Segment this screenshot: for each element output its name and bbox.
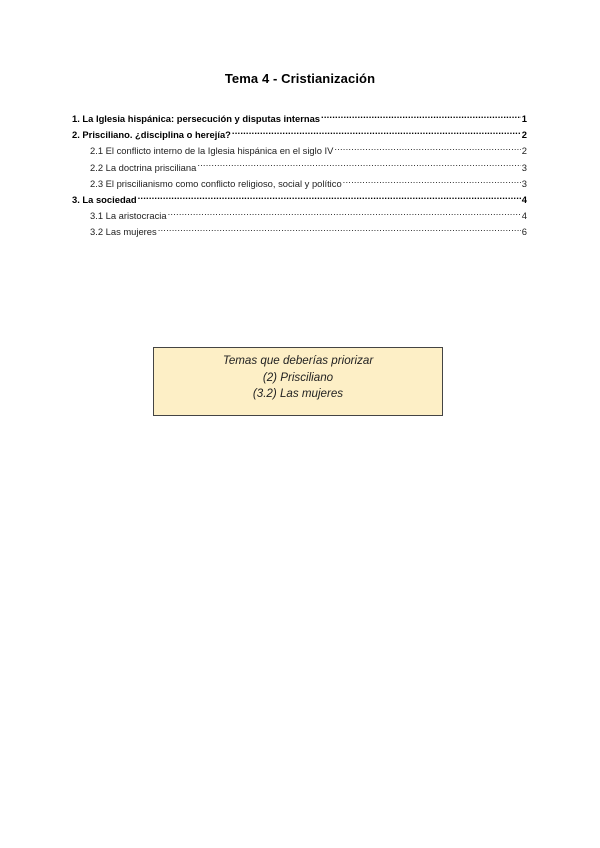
toc-dot-leader (197, 161, 520, 171)
toc-entry[interactable] (72, 192, 527, 208)
note-item: (3.2) Las mujeres (252, 387, 344, 400)
toc-entry-text: 3.1 La aristocracia (90, 210, 167, 222)
note-item: (2) Prisciliano (262, 370, 334, 384)
toc-page-number: 4 (521, 193, 527, 205)
toc-dot-leader (343, 177, 521, 187)
toc-entry[interactable] (72, 111, 527, 127)
toc-dot-leader (232, 128, 521, 138)
priority-note-box (153, 347, 443, 416)
toc-page-number: 3 (521, 177, 527, 189)
page-title: Tema 4 - Cristianización (224, 71, 376, 86)
toc-entry-text: 2.2 La doctrina prisciliana (90, 161, 197, 173)
toc-dot-leader (321, 112, 521, 122)
toc-page-number: 2 (521, 145, 527, 157)
toc-dot-leader (168, 209, 521, 219)
toc-entry[interactable] (72, 127, 527, 143)
toc-subentry[interactable] (72, 208, 527, 224)
toc-page-number: 4 (521, 210, 527, 222)
toc-subentry[interactable] (72, 160, 527, 176)
toc-dot-leader (158, 225, 521, 235)
toc-entry-text: 3. La sociedad (72, 193, 137, 205)
toc-subentry[interactable] (72, 176, 527, 192)
toc-entry-text: 2.1 El conflicto interno de la Iglesia hispánica en el siglo IV (90, 145, 334, 157)
toc-page-number: 6 (521, 226, 527, 238)
toc-dot-leader (334, 144, 520, 154)
toc-subentry[interactable] (72, 224, 527, 240)
toc-entry-text: 3.2 Las mujeres (90, 226, 157, 238)
table-of-contents (72, 111, 527, 241)
toc-page-number: 3 (521, 161, 527, 173)
toc-entry-text: 2. Prisciliano. ¿disciplina o herejía? (72, 129, 231, 141)
toc-subentry[interactable] (72, 143, 527, 159)
toc-dot-leader (138, 193, 521, 203)
toc-page-number: 1 (521, 113, 527, 124)
toc-entry-text: 1. La Iglesia hispánica: persecución y disputas internas (72, 113, 321, 124)
toc-page-number: 2 (521, 129, 527, 141)
note-heading: Temas que deberías priorizar (222, 354, 374, 367)
toc-entry-text: 2.3 El priscilianismo como conflicto religioso, social y político (90, 177, 342, 189)
